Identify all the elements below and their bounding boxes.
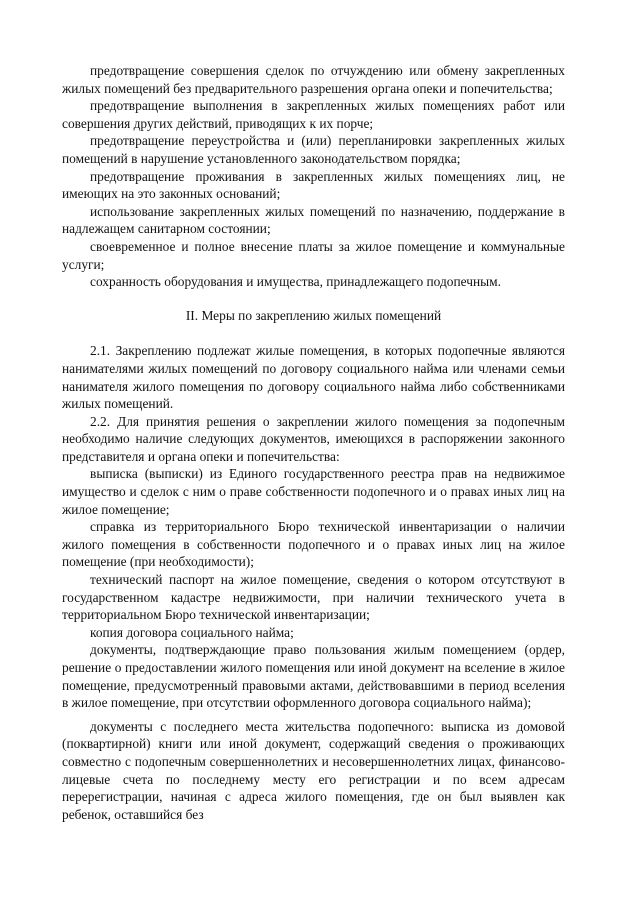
obligations-list <box>62 62 565 291</box>
list-item: предотвращение переустройства и (или) перепланировки закрепленных жилых помещений в нарушение установленного законодательством порядка; <box>62 133 565 166</box>
list-item: предотвращение совершения сделок по отчуждению или обмену закрепленных жилых помещений без предварительного разрешения органа опеки и попечительства; <box>62 63 565 96</box>
paragraph: справка из территориального Бюро технической инвентаризации о наличии жилого помещения в собственности подопечного и о правах иных лиц на жилое помещение (при необходимости); <box>62 519 565 570</box>
paragraph: документы, подтверждающие право пользования жилым помещением (ордер, решение о предоставлении жилого помещения или иной документ на вселение в жилое помещение, предусмотренный правовыми актами, действовавшими в период вселения в жилое помещение, при отсутствии оформленного договора социального найма); <box>62 642 565 711</box>
paragraph: выписка (выписки) из Единого государственного реестра прав на недвижимое имущество и сделок с ним о праве собственности подопечного и о правах иных лиц на жилое помещение; <box>62 466 565 517</box>
paragraph: 2.1. Закреплению подлежат жилые помещения, в которых подопечные являются нанимателями жилых помещений по договору социального найма или членами семьи нанимателя жилого помещения по договору социального найма либо собственниками жилых помещений. <box>62 343 565 412</box>
section-heading: II. Меры по закреплению жилых помещений <box>185 307 442 323</box>
section-body <box>62 342 565 823</box>
list-item: предотвращение выполнения в закрепленных жилых помещениях работ или совершения других действий, приводящих к их порче; <box>62 98 565 131</box>
list-item: своевременное и полное внесение платы за жилое помещение и коммунальные услуги; <box>62 238 565 272</box>
document-page <box>62 62 565 823</box>
paragraph: 2.2. Для принятия решения о закреплении жилого помещения за подопечным необходимо наличие следующих документов, имеющихся в распоряжении законного представителя и органа опеки и попечительства: <box>62 413 565 464</box>
list-item: сохранность оборудования и имущества, принадлежащего подопечным. <box>90 274 501 290</box>
list-item: предотвращение проживания в закрепленных жилых помещениях лиц, не имеющих на это законных оснований; <box>62 168 565 202</box>
paragraph: документы с последнего места жительства подопечного: выписка из домовой (поквартирной) книги или иной документ, содержащий сведения о проживающих совместно с подопечным совершеннолетних и несовершеннолетних лицах, финансово-лицевые счета по последнему месту его регистрации и по всем адресам перерегистрации, начиная с адреса жилого помещения, где он был выявлен как ребенок, оставшийся без <box>62 718 565 822</box>
paragraph: технический паспорт на жилое помещение, сведения о котором отсутствуют в государственном кадастре недвижимости, при наличии технического учета в территориальном Бюро технической инвентаризации; <box>62 572 565 623</box>
paragraph: копия договора социального найма; <box>90 624 294 640</box>
list-item: использование закрепленных жилых помещений по назначению, поддержание в надлежащем санитарном состоянии; <box>62 203 565 237</box>
